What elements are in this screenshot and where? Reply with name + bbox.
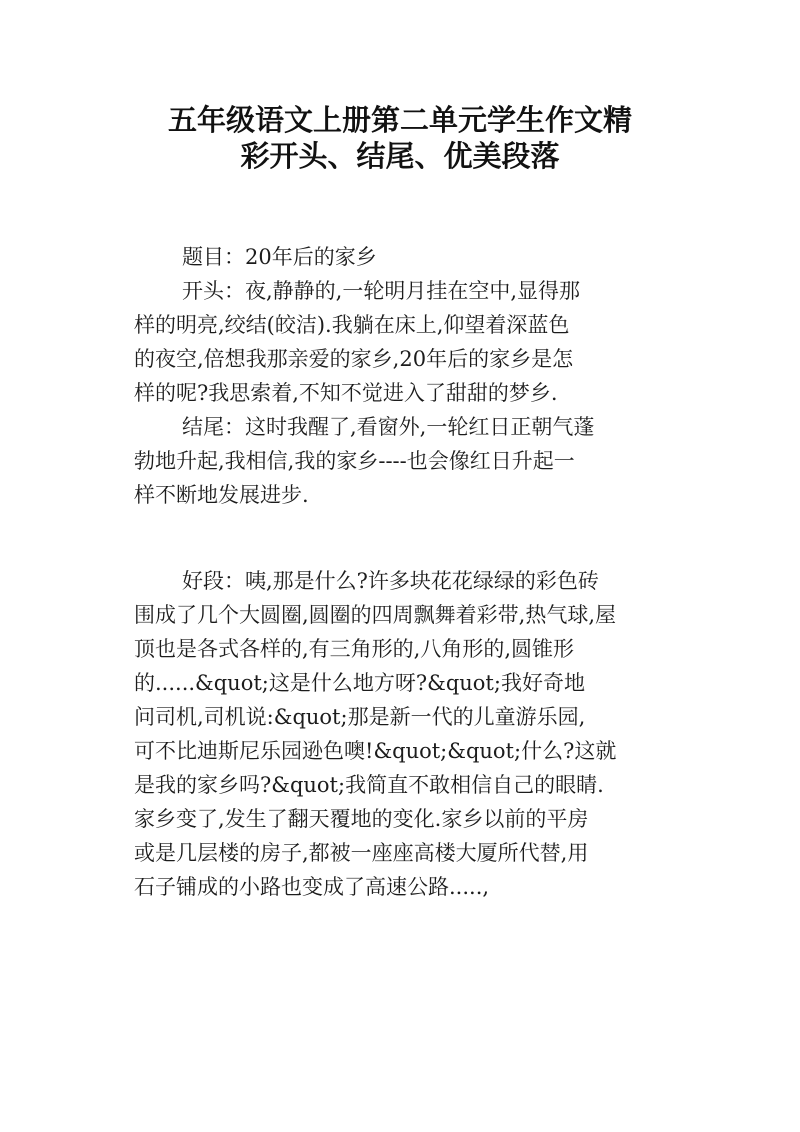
paragraph-line: 石子铺成的小路也变成了高速公路....., — [134, 875, 490, 899]
title-line-2: 彩开头、结尾、优美段落 — [240, 139, 560, 173]
document-body — [134, 240, 714, 904]
document-title — [0, 102, 800, 174]
paragraph-line: 样的明亮,绞结(皎洁).我躺在床上,仰望着深蓝色 — [134, 313, 570, 337]
paragraph-line: 可不比迪斯尼乐园逊色噢!&quot;&quot;什么?这就 — [134, 739, 617, 763]
opening-paragraph — [134, 274, 714, 410]
paragraph-line: 问司机,司机说:&quot;那是新一代的儿童游乐园, — [134, 705, 586, 729]
paragraph-line: 勃地升起,我相信,我的家乡----也会像红日升起一 — [134, 449, 575, 473]
ending-paragraph — [134, 410, 714, 512]
paragraph-line: 好段：咦,那是什么?许多块花花绿绿的彩色砖 — [182, 569, 599, 593]
paragraph-spacer — [134, 512, 714, 564]
paragraph-line: 顶也是各式各样的,有三角形的,八角形的,圆锥形 — [134, 637, 575, 661]
paragraph-line: 家乡变了,发生了翻天覆地的变化.家乡以前的平房 — [134, 807, 589, 831]
paragraph-line: 结尾：这时我醒了,看窗外,一轮红日正朝气蓬 — [182, 415, 595, 439]
title-line-1: 五年级语文上册第二单元学生作文精 — [167, 103, 632, 137]
paragraph-line: 开头：夜,静静的,一轮明月挂在空中,显得那 — [182, 279, 581, 303]
paragraph-line: 样不断地发展进步. — [134, 483, 309, 507]
paragraph-line: 的......&quot;这是什么地方呀?&quot;我好奇地 — [134, 671, 585, 695]
paragraph-line: 样的呢?我思索着,不知不觉进入了甜甜的梦乡. — [134, 381, 558, 405]
paragraph-line: 的夜空,倍想我那亲爱的家乡,20年后的家乡是怎 — [134, 347, 574, 371]
good-paragraph — [134, 564, 714, 904]
paragraph-line: 或是几层楼的房子,都被一座座高楼大厦所代替,用 — [134, 841, 589, 865]
topic-line: 题目：20年后的家乡 — [182, 245, 377, 269]
paragraph-line: 是我的家乡吗?&quot;我简直不敢相信自己的眼睛. — [134, 773, 604, 797]
paragraph-line: 围成了几个大圆圈,圆圈的四周飘舞着彩带,热气球,屋 — [134, 603, 617, 627]
